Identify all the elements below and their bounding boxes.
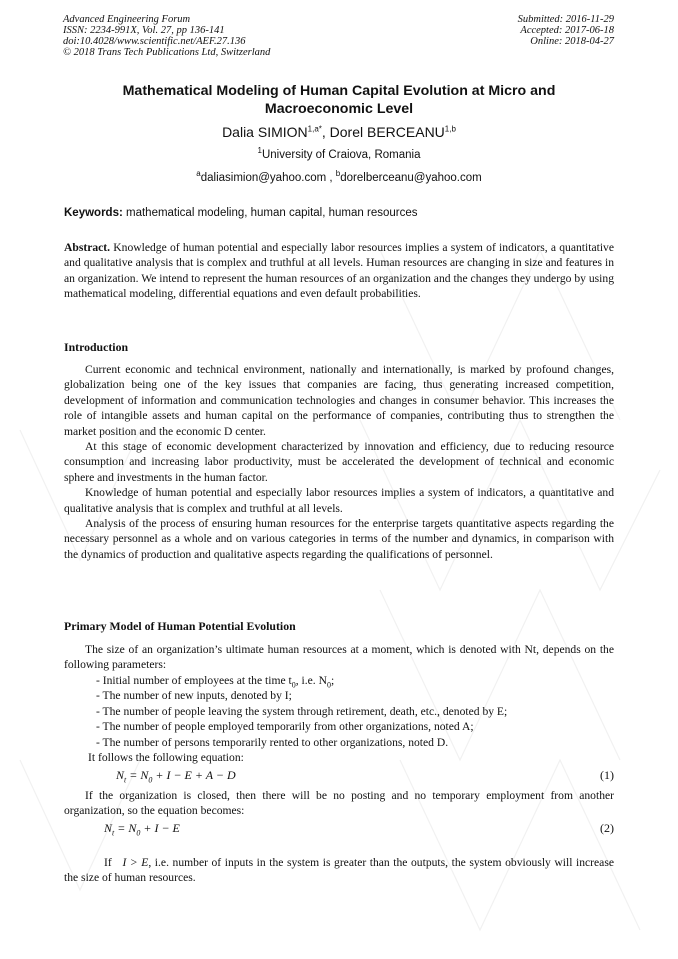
author-affiliation-marker: 1,a*: [307, 124, 322, 134]
email-separator: ,: [326, 172, 336, 184]
closed-organization-text: [64, 788, 614, 819]
section-heading-introduction: Introduction: [64, 340, 129, 354]
list-item: - The number of people employed temporarily from other organizations, noted A;: [96, 720, 474, 734]
paper-title-line2: Macroeconomic Level: [264, 101, 414, 117]
paragraph: Current economic and technical environment, nationally and internationally, is marked by profound changes, globalization being one of the key issues that companies are facing, thus generating increased competition, development of information and communication technologies and changes in consumer behavior. This increases the role of intangible assets and human capital on the performance of companies, contributing thus to strengthen the market position and the economic D center.: [64, 363, 614, 438]
abstract-text: Knowledge of human potential and especially labor resources implies a system of indicators, a quantitative and qualitative analysis that is complex and truthful at all levels. Human resources are changing in size and features in an organization. We intend to represent the human resources of an organization and the changes they undergo by using mathematical modeling, differential equations and even default probabilities.: [64, 241, 614, 301]
author-name: Dorel BERCEANU: [329, 124, 445, 140]
list-item: - The number of new inputs, denoted by I;: [96, 689, 292, 703]
journal-issn: ISSN: 2234-991X, Vol. 27, pp 136-141: [63, 25, 225, 36]
journal-copyright: © 2018 Trans Tech Publications Ltd, Switzerland: [63, 47, 271, 58]
keywords-text: mathematical modeling, human capital, human resources: [126, 207, 418, 219]
paragraph: The size of an organization’s ultimate human resources at a moment, which is denoted with Nt, depends on the following parameters:: [64, 643, 614, 672]
equation-1-number: (1): [600, 768, 614, 782]
paragraph: If the organization is closed, then there will be no posting and no temporary employment from another organization, so the equation becomes:: [64, 789, 614, 818]
journal-header-left: [63, 14, 270, 58]
abstract: [64, 240, 614, 302]
author-name: Dalia SIMION: [222, 124, 308, 140]
equation-2: $N_t = N_0 + I - E$: [104, 821, 180, 838]
paper-title-line1: Mathematical Modeling of Human Capital Evolution at Micro and: [122, 83, 556, 99]
author-affiliation-marker: 1,b: [444, 124, 456, 134]
author-separator: ,: [321, 124, 330, 140]
equation-1: $N_t = N_0 + I - E + A - D$: [116, 768, 236, 785]
affiliation-marker: 1: [257, 146, 262, 156]
online-date: Online: 2018-04-27: [530, 36, 614, 47]
introduction-body: [64, 362, 614, 562]
inputs-outputs-text: [64, 855, 614, 886]
paragraph: At this stage of economic development characterized by innovation and efficiency, due to reducing resource consumption and increasing labor productivity, must be accelerated the development of technical and economic sphere and investments in the human factor.: [64, 440, 614, 484]
email-marker: a: [196, 169, 201, 179]
abstract-label: Abstract.: [64, 241, 111, 254]
email-link[interactable]: daliasimion@yahoo.com: [200, 172, 327, 184]
paragraph: Knowledge of human potential and especially labor resources implies a system of indicators, a quantitative and qualitative analysis that is complex and truthful at all levels.: [64, 486, 614, 515]
author-list: [64, 123, 614, 141]
list-item: - Initial number of employees at the time $t_0$, i.e. $N_0$;: [96, 674, 335, 690]
section-heading-primary-model: Primary Model of Human Potential Evolution: [64, 619, 296, 633]
inline-inequality: I > E: [122, 856, 149, 869]
affiliation: [64, 148, 614, 162]
list-item: - The number of people leaving the system through retirement, death, etc., denoted by E;: [96, 704, 508, 718]
parameter-list: [96, 673, 616, 750]
equation-2-number: (2): [600, 821, 614, 835]
list-item: - The number of persons temporarily rented to other organizations, noted D.: [96, 735, 449, 749]
email-link[interactable]: dorelberceanu@yahoo.com: [340, 172, 482, 184]
primary-model-intro: [64, 642, 614, 673]
equation-intro: It follows the following equation:: [88, 751, 244, 764]
paragraph: Analysis of the process of ensuring human resources for the enterprise targets quantitative aspects regarding the necessary personnel as a whole and on various categories in terms of the number and dynamics, in comparison with the dynamics of production and qualitative aspects regarding the qualifications of personnel.: [64, 517, 614, 561]
paragraph: If I > E, i.e. number of inputs in the system is greater than the outputs, the system obviously will increase the size of human resources.: [64, 856, 614, 885]
submitted-date: Submitted: 2016-11-29: [517, 14, 614, 25]
journal-header-right: [518, 14, 614, 47]
keywords-label: Keywords:: [64, 207, 123, 219]
keywords: [64, 206, 614, 220]
journal-name: Advanced Engineering Forum: [63, 14, 191, 25]
paper-title: [64, 82, 614, 118]
author-emails: [64, 171, 614, 185]
affiliation-text: University of Craiova, Romania: [261, 149, 421, 161]
email-marker: b: [335, 169, 341, 179]
accepted-date: Accepted: 2017-06-18: [520, 25, 614, 36]
journal-doi: doi:10.4028/www.scientific.net/AEF.27.136: [63, 36, 246, 47]
